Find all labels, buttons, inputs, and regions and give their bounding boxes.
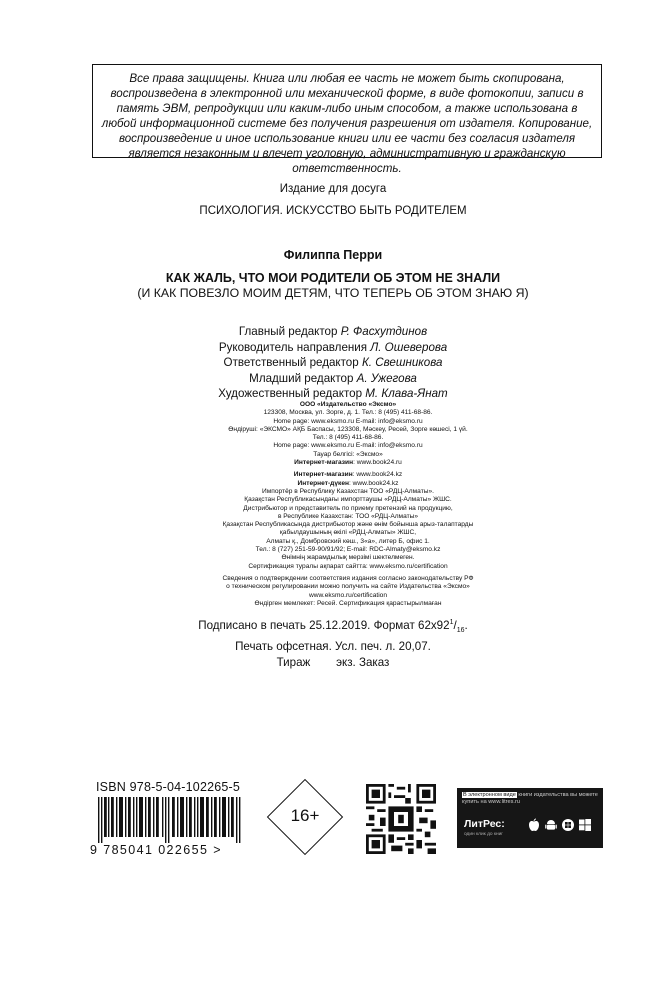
distributor-kz: Қазақстан Республикасында дистрибьютор және өнім бойынша арыз-талаптарды	[222, 521, 474, 529]
windows-phone-icon	[561, 818, 575, 832]
litres-ad	[457, 788, 603, 848]
copyright-notice	[92, 64, 602, 175]
edition-type: Издание для досуга	[279, 183, 387, 195]
litres-tagline: В электронном виде книги издательства вы можете купить на www.litres.ru	[462, 792, 598, 805]
online-shop-kz-kaz: Интернет-дүкен: www.book24.kz	[297, 479, 399, 487]
book-title: КАК ЖАЛЬ, ЧТО МОИ РОДИТЕЛИ ОБ ЭТОМ НЕ ЗНАЛИ	[165, 271, 501, 285]
manufacturer-kz: Өндіруші: «ЭКСМО» АҚБ Баспасы, 123308, Мәскеу, Ресей, Зорге көшесі, 1 үй.	[228, 425, 468, 433]
publisher-address: 123308, Москва, ул. Зорге, д. 1. Тел.: 8 (495) 411-68-86.	[263, 409, 433, 417]
distributor: Дистрибьютор и представитель по приему претензий на продукцию,	[243, 504, 453, 512]
publisher-web: Home page: www.eksmo.ru E-mail: info@eksmo.ru	[273, 417, 423, 425]
origin-country: Өндірген мемлекет: Ресей. Сертификация қарастырылмаған	[254, 599, 442, 607]
editor-line: Художественный редактор М. Клава-Янат	[218, 387, 448, 400]
distributor-kz-2: қабылдаушының өкілі «РДЦ-Алматы» ЖШС,	[279, 529, 417, 537]
copyright-text: Все права защищены. Книга или любая ее часть не может быть скопирована, воспроизведена в электронной или механической форме, в виде фотокопии, записи в память ЭВМ, репродукции или каким-либо иным способом, а также использована в любой информационной системе без получения разрешения от издателя. Копирование, воспроизведение и иное использование книги или ее части без согласия издателя является незаконным и влечет уголовную, административную и гражданскую ответственность.	[101, 72, 593, 175]
editor-line: Ответственный редактор К. Свешникова	[223, 356, 443, 369]
litres-slogan: один клик до книг	[464, 832, 504, 837]
editors-list	[0, 324, 666, 402]
cert-kz: Сертификация туралы ақпарат сайтта: www.eksmo.ru/certification	[248, 562, 448, 570]
apple-icon	[527, 818, 541, 832]
android-icon	[544, 818, 558, 832]
series-title: ПСИХОЛОГИЯ. ИСКУССТВО БЫТЬ РОДИТЕЛЕМ	[199, 205, 467, 217]
expiry-note: Өнімнің жарамдылық мерзімі шектелмеген.	[281, 554, 415, 562]
address-kz: Алматы қ., Домбровский көш., 3«а», литер Б, офис 1.	[266, 537, 430, 545]
importer-kz: Қазақстан Республикасындағы импорттаушы «РДЦ-Алматы» ЖШС.	[244, 496, 452, 504]
author-name: Филиппа Перри	[283, 248, 383, 262]
barcode	[96, 797, 246, 843]
publisher-web-kz: Home page: www.eksmo.ru E-mail: info@eksmo.ru	[273, 442, 423, 450]
print-line-1: Подписано в печать 25.12.2019. Формат $62x92^1/_{16}$.	[198, 618, 468, 635]
isbn: ISBN 978-5-04-102265-5	[96, 780, 241, 794]
book-subtitle: (И КАК ПОВЕЗЛО МОИМ ДЕТЯМ, ЧТО ТЕПЕРЬ ОБ ЭТОМ ЗНАЮ Я)	[137, 286, 529, 300]
distributor-2: в Республике Казахстан: ТОО «РДЦ-Алматы»	[277, 512, 419, 520]
cert-ru-2: о техническом регулировании можно получить на сайте Издательства «Эксмо»	[226, 583, 470, 591]
publisher-imprint	[200, 401, 496, 608]
editor-line: Руководитель направления Л. Ошеверова	[218, 340, 448, 354]
print-line-3: Тираж экз. Заказ	[276, 656, 390, 670]
qr-code	[366, 784, 436, 854]
print-info	[0, 615, 666, 671]
editor-line: Младший редактор А. Ужегова	[249, 371, 417, 385]
barcode-digits: 9 785041 022655 >	[90, 843, 222, 857]
publisher-tel-kz: Тел.: 8 (495) 411-68-86.	[312, 434, 384, 442]
age-rating: 16+	[290, 806, 320, 825]
cert-ru-3: www.eksmo.ru/certification	[308, 591, 388, 599]
windows-icon	[578, 818, 592, 832]
litres-logo: ЛитРес:	[464, 818, 505, 830]
trademark: Тауар белгісі: «Эксмо»	[313, 450, 383, 458]
platform-icons	[527, 818, 592, 832]
online-shop-kz: Интернет-магазин: www.book24.kz	[293, 471, 403, 479]
importer: Импортёр в Республику Казахстан ТОО «РДЦ-Алматы».	[262, 487, 434, 495]
online-shop: Интернет-магазин: www.book24.ru	[294, 459, 402, 467]
tel-kz-2: Тел.: 8 (727) 251-59-90/91/92; E-mail: RDC-Almaty@eksmo.kz	[255, 546, 441, 554]
print-line-2: Печать офсетная. Усл. печ. л. 20,07.	[235, 640, 431, 654]
editor-line: Главный редактор Р. Фасхутдинов	[238, 325, 428, 338]
publisher-name: ООО «Издательство «Эксмо»	[299, 401, 397, 408]
cert-ru: Сведения о подтверждении соответствия издания согласно законодательству РФ	[222, 574, 474, 582]
